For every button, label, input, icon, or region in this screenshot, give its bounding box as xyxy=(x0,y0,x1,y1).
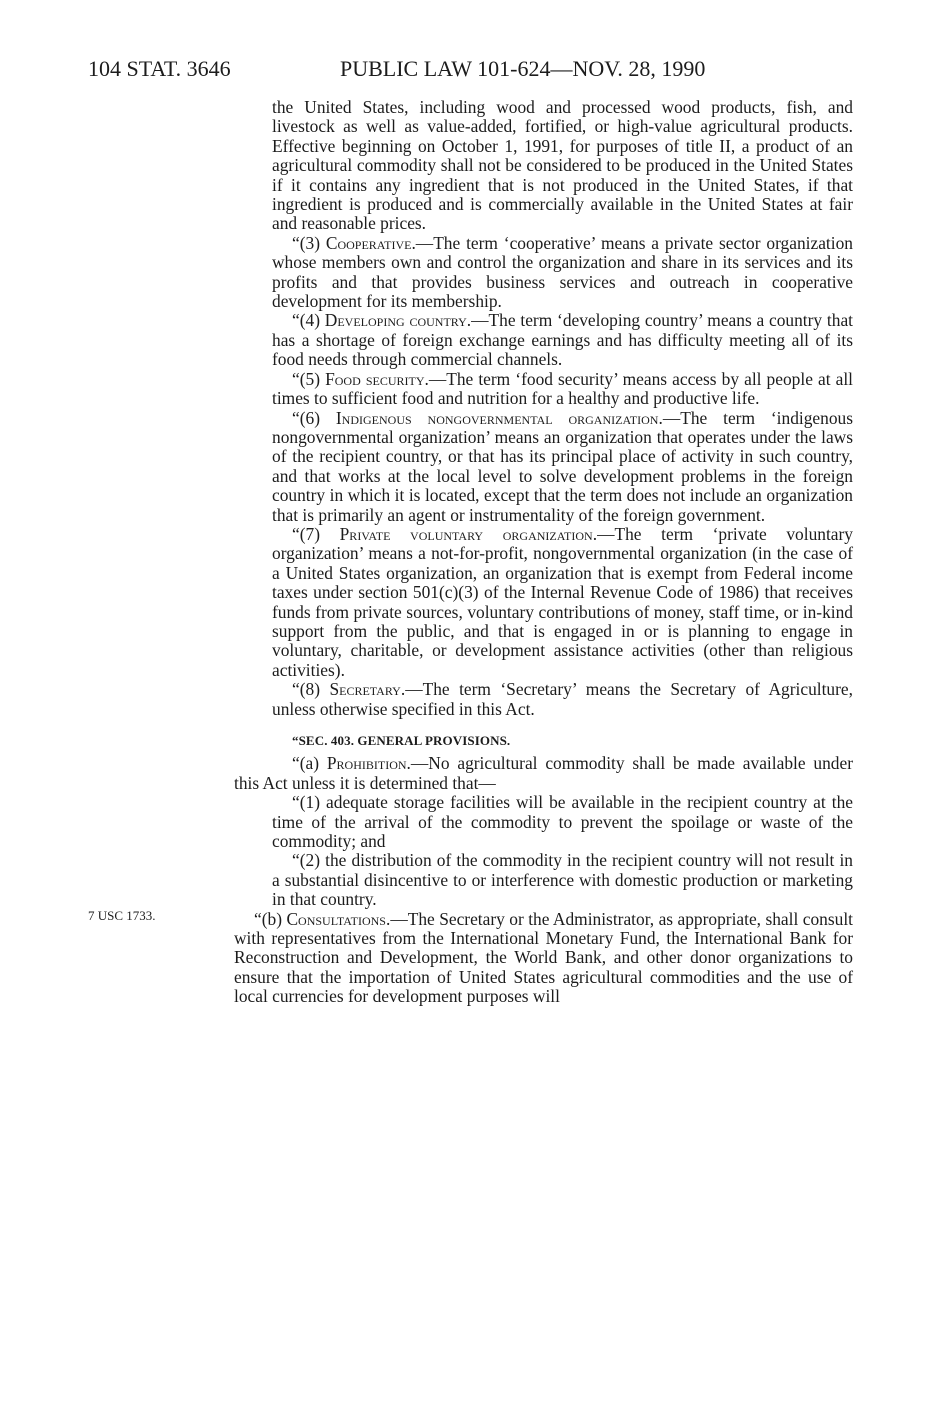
definition-cooperative xyxy=(272,234,853,312)
definition-text: —The term ‘indigenous nongovernmental organization’ means an organization that operates under the laws of the recipient country, or that has its principal place of activity in such country, and that works at the local level to solve development problems in the foreign country in which it is located, except that the term does not include an organization that is primarily an agent or instrumentality of the foreign government. xyxy=(272,407,853,525)
definition-term: Secretary. xyxy=(329,679,406,700)
definition-text: —The term ‘food security’ means access by all people at all times to sufficient food and nutrition for a healthy and productive life. xyxy=(272,368,853,409)
definition-term: Cooperative. xyxy=(325,232,416,253)
definition-number: “(5) xyxy=(292,368,326,389)
definition-developing-country xyxy=(272,311,853,369)
subsection-number: “(b) xyxy=(254,908,287,929)
usc-margin-note: 7 USC 1733. xyxy=(88,908,156,923)
definition-indigenous-ngo xyxy=(272,409,853,525)
subsection-b-consultations xyxy=(234,910,853,1007)
definition-text: —The term ‘Secretary’ means the Secretary of Agriculture, unless otherwise specified in this Act. xyxy=(272,679,853,719)
paragraph-a1: “(1) adequate storage facilities will be available in the recipient country at the time of the arrival of the commodity to prevent the spoilage or waste of the commodity; and xyxy=(272,792,853,852)
definition-text: —The term ‘cooperative’ means a private sector organization whose members own and control the organization and share in its services and its profits and that provides business services and outreach in cooperative development for its membership. xyxy=(272,232,853,312)
public-law-title: PUBLIC LAW 101-624—NOV. 28, 1990 xyxy=(340,56,706,81)
subsection-text: —The Secretary or the Administrator, as appropriate, shall consult with representatives from the International Monetary Fund, the International Bank for Reconstruction and Development, the World Bank, and other donor organizations to ensure that the importation of United States agricultural commodities and the use of local currencies for development purposes will xyxy=(234,908,853,1007)
subsection-a-prohibition xyxy=(234,754,853,793)
definition-term: Food security. xyxy=(325,368,429,389)
definition-private-voluntary-organization xyxy=(272,525,853,680)
subsection-number: “(a) xyxy=(292,753,327,774)
subsection-text: —No agricultural commodity shall be made available under this Act unless it is determined that— xyxy=(234,753,853,793)
definition-food-security xyxy=(272,370,853,409)
page-header xyxy=(88,56,858,84)
definition-number: “(7) xyxy=(292,523,340,544)
definition-number: “(6) xyxy=(292,407,336,428)
document-body xyxy=(234,97,853,1007)
definition-number: “(4) xyxy=(292,310,325,331)
definition-text: —The term ‘developing country’ means a country that has a shortage of foreign exchange earnings and has difficulty meeting all of its food needs through commercial channels. xyxy=(272,310,853,370)
definition-secretary xyxy=(272,680,853,719)
definition-term: Developing country. xyxy=(324,310,472,331)
definition-number: “(3) xyxy=(292,232,326,253)
paragraph-continued: the United States, including wood and processed wood products, fish, and livestock as well as value-added, fortified, or high-value agricultural products. Effective beginning on October 1, 1991, for purposes of title II, a product of an agricultural commodity shall not be considered to be produced in the United States if it contains any ingredient that is not produced in the United States, if that ingredient is produced and is commercially available in the United States at fair and reasonable prices. xyxy=(272,97,853,234)
section-heading: “SEC. 403. GENERAL PROVISIONS. xyxy=(292,733,511,748)
definition-term: Private voluntary organization. xyxy=(339,523,598,544)
definition-text: —The term ‘private voluntary organization’ means a not-for-profit, nongovernmental organization (in the case of a United States organization, an organization that is exempt from Federal income taxes under section 501(c)(3) of the Internal Revenue Code of 1986) that receives funds from private sources, voluntary contributions of money, staff time, or in-kind support from the public, and that is engaged in or is planning to engage in voluntary, charitable, or development assistance activities (other than religious activities). xyxy=(272,523,853,680)
definition-number: “(8) xyxy=(292,679,330,700)
subsection-term: Prohibition. xyxy=(326,753,411,774)
stat-page-number: 104 STAT. 3646 xyxy=(88,56,231,81)
subsection-term: Consultations. xyxy=(286,908,391,929)
definition-term: Indigenous nongovernmental organization. xyxy=(335,407,663,428)
paragraph-a2: “(2) the distribution of the commodity in the recipient country will not result in a substantial disincentive to or interference with domestic production or marketing in that country. xyxy=(272,850,853,910)
